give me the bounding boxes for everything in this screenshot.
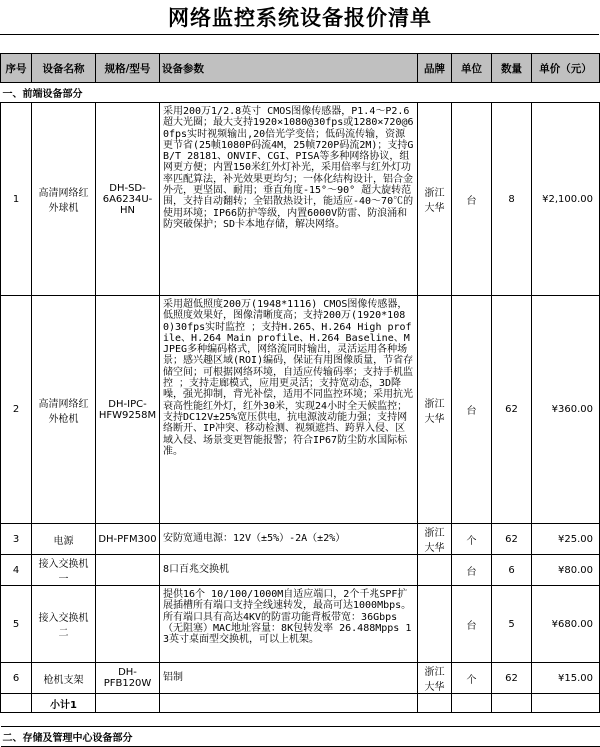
cell-unit: 台 xyxy=(452,103,492,296)
title-bar xyxy=(0,0,600,34)
quotation-table xyxy=(0,53,600,747)
cell-params: 采用超低照度200万(1948*1116) CMOS图像传感器，低照度效果好，图像清晰度高；支持200万(1920*1080)30fps实时监控 ；支持H.265、H.264 High profile、H.264 Main profile、H.264 Baseline、MJPEG多种编码格式，网络流同时输出，灵活运用各种场景；感兴趣区域(ROI)编码，保证有用图像质量，节省存储空间；可根据网络环境，自适应传输码率；支持手机监控 ；支持走廊模式，应用更灵活；支持宽动态，3D降噪，强光抑制，背光补偿，适用不同监控环境；采用抗光衰高性能红外灯，红外30米，实现24小时全天候监控；支持DC12V±25%宽压供电，抗电源波动能力强；支持网络断开、IP冲突、移动检测、视频遮挡、跨界入侵、区域入侵、场景变更智能报警；符合IP67防尘防水国际标准。 xyxy=(160,296,418,524)
cell-unit: 台 xyxy=(452,555,492,586)
cell-unit: 个 xyxy=(452,663,492,694)
header-brand: 品牌 xyxy=(418,54,452,83)
table-row xyxy=(1,555,600,586)
cell-name: 接入交换机二 xyxy=(32,586,96,663)
cell-price: ¥25.00 xyxy=(532,524,600,555)
table-row xyxy=(1,663,600,694)
cell-price: ¥80.00 xyxy=(532,555,600,586)
cell-params: 8口百兆交换机 xyxy=(160,555,418,586)
table-row xyxy=(1,296,600,524)
cell-brand: 浙江大华 xyxy=(418,524,452,555)
header-model: 规格/型号 xyxy=(96,54,160,83)
cell-qty: 62 xyxy=(492,663,532,694)
header-name: 设备名称 xyxy=(32,54,96,83)
spacer-row xyxy=(1,713,600,727)
header-no: 序号 xyxy=(1,54,32,83)
header-params: 设备参数 xyxy=(160,54,418,83)
cell-qty: 62 xyxy=(492,524,532,555)
cell-no: 1 xyxy=(1,103,32,296)
header-qty: 数量 xyxy=(492,54,532,83)
cell-qty: 5 xyxy=(492,586,532,663)
page-title: 网络监控系统设备报价清单 xyxy=(168,6,432,30)
cell-brand: 浙江大华 xyxy=(418,103,452,296)
subtotal-empty xyxy=(1,694,32,713)
cell-params: 采用200万1/2.8英寸 CMOS图像传感器，P1.4～P2.6超大光圈；最大支持1920×1080@30fps或1280×720@60fps实时视频输出,20倍光学变倍；低码流传输，资源更节省(25帧1080P码流4M，25帧720P码流2M)；支持GB/T 28181、ONVIF、CGI、PISA等多种网络协议，组网更方便；内置150米红外灯补光，采用倍率与红外灯功率匹配算法，补光效果更均匀；一体化结构设计，铝合金外壳，更坚固、耐用；垂直角度-15°～90° 超大旋转范围，支持自动翻转；全铝散热设计，能适应-40～70℃的使用环境；IP66防护等级，内置6000V防雷、防浪涌和防突破保护；SD卡本地存储，解决网络。 xyxy=(160,103,418,296)
cell-model: DH-PFM300 xyxy=(96,524,160,555)
cell-price: ¥680.00 xyxy=(532,586,600,663)
subtotal-empty xyxy=(492,694,532,713)
subtotal-row xyxy=(1,694,600,713)
subtotal-empty xyxy=(452,694,492,713)
cell-params: 提供16个 10/100/1000M自适应端口，2个千兆SPF扩展插槽所有端口支持全线速转发，最高可达1000Mbps。 所有端口具有高达4KV的防雷功能背板带宽：36Gbps（无阻塞）MAC地址容量：8K包转发率 26.488Mpps 13英寸桌面型交换机，可以上机架。 xyxy=(160,586,418,663)
subtotal-empty xyxy=(418,694,452,713)
cell-qty: 6 xyxy=(492,555,532,586)
cell-brand xyxy=(418,555,452,586)
table-row xyxy=(1,524,600,555)
section-title: 二、存储及管理中心设备部分 xyxy=(1,727,600,747)
header-price: 单价（元） xyxy=(532,54,600,83)
section-title: 一、前端设备部分 xyxy=(1,83,600,103)
cell-price: ¥2,100.00 xyxy=(532,103,600,296)
cell-unit: 个 xyxy=(452,524,492,555)
cell-no: 5 xyxy=(1,586,32,663)
section-row xyxy=(1,727,600,747)
cell-qty: 8 xyxy=(492,103,532,296)
cell-model: DH-SD-6A6234U-HN xyxy=(96,103,160,296)
cell-brand: 浙江大华 xyxy=(418,663,452,694)
cell-brand: 浙江大华 xyxy=(418,296,452,524)
header-row xyxy=(1,54,600,83)
table-row xyxy=(1,586,600,663)
cell-no: 3 xyxy=(1,524,32,555)
subtotal-empty xyxy=(96,694,160,713)
cell-no: 2 xyxy=(1,296,32,524)
cell-name: 接入交换机一 xyxy=(32,555,96,586)
cell-params: 安防宽通电源：12V（±5%）-2A（±2%） xyxy=(160,524,418,555)
subtotal-empty xyxy=(532,694,600,713)
cell-model: DH-IPC-HFW9258M xyxy=(96,296,160,524)
cell-model: DH-PFB120W xyxy=(96,663,160,694)
subtotal-empty xyxy=(160,694,418,713)
section-row xyxy=(1,83,600,103)
cell-unit: 台 xyxy=(452,586,492,663)
cell-model xyxy=(96,586,160,663)
cell-name: 高清网络红外枪机 xyxy=(32,296,96,524)
cell-model xyxy=(96,555,160,586)
table-row xyxy=(1,103,600,296)
cell-params: 铝制 xyxy=(160,663,418,694)
cell-no: 6 xyxy=(1,663,32,694)
cell-price: ¥15.00 xyxy=(532,663,600,694)
cell-name: 电源 xyxy=(32,524,96,555)
cell-qty: 62 xyxy=(492,296,532,524)
cell-name: 高清网络红外球机 xyxy=(32,103,96,296)
subtotal-label: 小计1 xyxy=(32,694,96,713)
cell-brand xyxy=(418,586,452,663)
cell-name: 枪机支架 xyxy=(32,663,96,694)
cell-unit: 台 xyxy=(452,296,492,524)
cell-no: 4 xyxy=(1,555,32,586)
blank-row xyxy=(0,34,599,55)
header-unit: 单位 xyxy=(452,54,492,83)
cell-price: ¥360.00 xyxy=(532,296,600,524)
